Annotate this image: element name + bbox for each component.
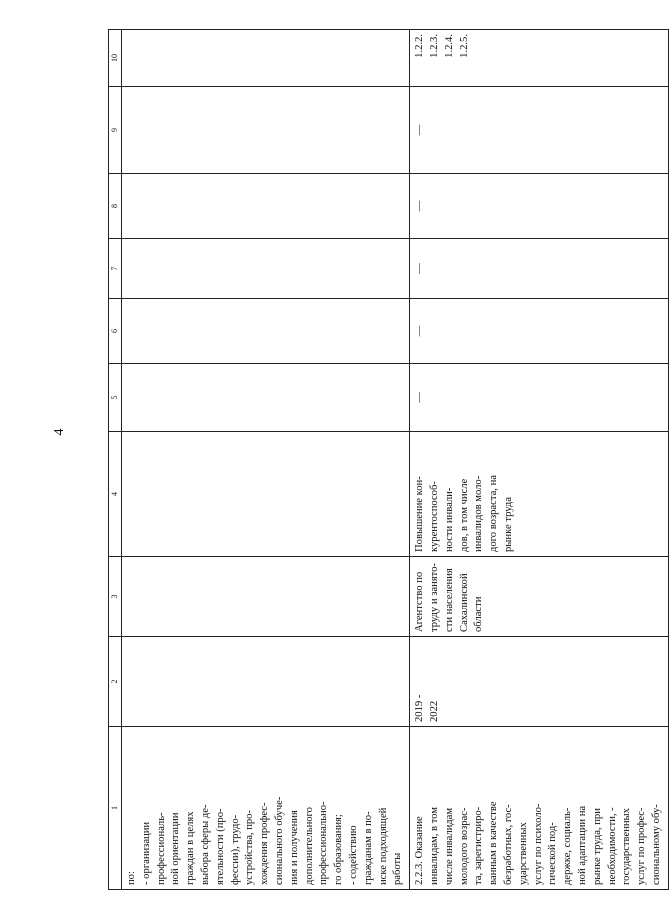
cell-line: ной ориентации — [170, 812, 182, 885]
cell-period — [122, 637, 410, 727]
header-col-5: 5 — [109, 364, 122, 432]
cell-line: ния и получения — [288, 810, 300, 885]
table-row — [410, 30, 669, 890]
cell-line: безработных, гос- — [502, 804, 514, 885]
cell-line: труду и занято- — [428, 563, 440, 632]
cell-measure-text — [122, 727, 410, 890]
cell-measure-text — [410, 727, 669, 890]
cell-line: инвалидов моло- — [473, 475, 485, 552]
cell-line: дого возраста, на — [488, 475, 500, 552]
cell-line: 1.2.4. — [443, 34, 455, 58]
cell-result — [122, 432, 410, 557]
cell-line: сионального обуче- — [273, 796, 285, 885]
cell-line: 1.2.3. — [428, 34, 440, 58]
cell-indicators — [122, 30, 410, 87]
cell-line: ударственных — [517, 822, 529, 885]
cell-line: держке, социаль- — [562, 807, 574, 885]
cell-indicators — [410, 30, 669, 87]
cell-line: дополнительного — [303, 807, 315, 885]
cell-line: Сахалинской — [458, 573, 470, 632]
cell-line: государственных — [621, 808, 633, 885]
cell-line: услуг по профес- — [636, 807, 648, 885]
cell-line: необходимости, - — [606, 807, 618, 885]
cell-line: гражданам в по- — [362, 811, 374, 885]
cell-line: - организации — [140, 821, 152, 885]
cell-line: числе инвалидам — [443, 807, 455, 885]
cell-line: ванным в качестве — [488, 801, 500, 885]
cell-line: услуг по психоло- — [532, 803, 544, 885]
table-row — [122, 30, 410, 890]
cell-line: Агентство по — [414, 571, 426, 632]
header-col-4: 4 — [109, 432, 122, 557]
header-row — [109, 30, 122, 890]
cell-line: 2.2.3. Оказание — [414, 816, 426, 885]
cell-col5: — — [410, 364, 669, 432]
cell-line: дов, в том числе — [458, 478, 470, 552]
cell-col6 — [122, 299, 410, 364]
cell-line: фессии), трудо- — [229, 814, 241, 885]
cell-line: Повышение кон- — [414, 476, 426, 552]
header-col-7: 7 — [109, 239, 122, 299]
cell-line: та, зарегистриро- — [473, 806, 485, 885]
cell-line: области — [473, 596, 485, 632]
cell-col9: — — [410, 87, 669, 174]
cell-line: молодого возрас- — [458, 807, 470, 885]
page-number: 4 — [52, 428, 67, 436]
cell-line: хождения профес- — [259, 802, 271, 885]
header-col-6: 6 — [109, 299, 122, 364]
cell-line: ности инвали- — [443, 487, 455, 552]
cell-line: 2019 - — [414, 694, 426, 722]
cell-line: - содействию — [347, 825, 359, 885]
cell-line: профессиональ- — [155, 812, 167, 885]
cell-line: 1.2.2. — [414, 34, 426, 58]
cell-executor — [122, 557, 410, 637]
cell-col8 — [122, 174, 410, 239]
cell-line: профессионально- — [318, 801, 330, 885]
header-col-1: 1 — [109, 727, 122, 890]
cell-line: 1.2.5. — [458, 34, 470, 58]
cell-executor — [410, 557, 669, 637]
header-col-8: 8 — [109, 174, 122, 239]
header-col-10: 10 — [109, 30, 122, 87]
cell-line: сиональному обу- — [650, 804, 662, 885]
header-col-3: 3 — [109, 557, 122, 637]
cell-line: выбора сферы де- — [199, 804, 211, 885]
cell-line: гической под- — [547, 822, 559, 885]
cell-line: курентоспособ- — [428, 481, 440, 552]
cell-line: ной адаптации на — [576, 805, 588, 885]
cell-line: рынке труда, при — [591, 808, 603, 885]
cell-line: иске подходящей — [377, 807, 389, 885]
cell-line: устройства, про- — [244, 809, 256, 885]
cell-line: ятельности (про- — [214, 808, 226, 885]
header-col-9: 9 — [109, 87, 122, 174]
cell-line: по: — [126, 871, 137, 885]
cell-col7 — [122, 239, 410, 299]
measures-table — [108, 29, 669, 890]
cell-line: работы — [392, 852, 404, 885]
rotated-table-frame — [108, 30, 662, 890]
cell-result — [410, 432, 669, 557]
cell-period — [410, 637, 669, 727]
cell-col6: — — [410, 299, 669, 364]
cell-line: 2022 — [428, 700, 440, 722]
cell-line: граждан в целях — [185, 811, 197, 885]
cell-line: инвалидам, в том — [428, 807, 440, 885]
cell-line: го образования; — [333, 814, 345, 885]
cell-line: рынке труда — [502, 497, 514, 552]
cell-col7: — — [410, 239, 669, 299]
cell-col8: — — [410, 174, 669, 239]
header-col-2: 2 — [109, 637, 122, 727]
cell-col5 — [122, 364, 410, 432]
cell-line: сти населения — [443, 568, 455, 632]
cell-col9 — [122, 87, 410, 174]
